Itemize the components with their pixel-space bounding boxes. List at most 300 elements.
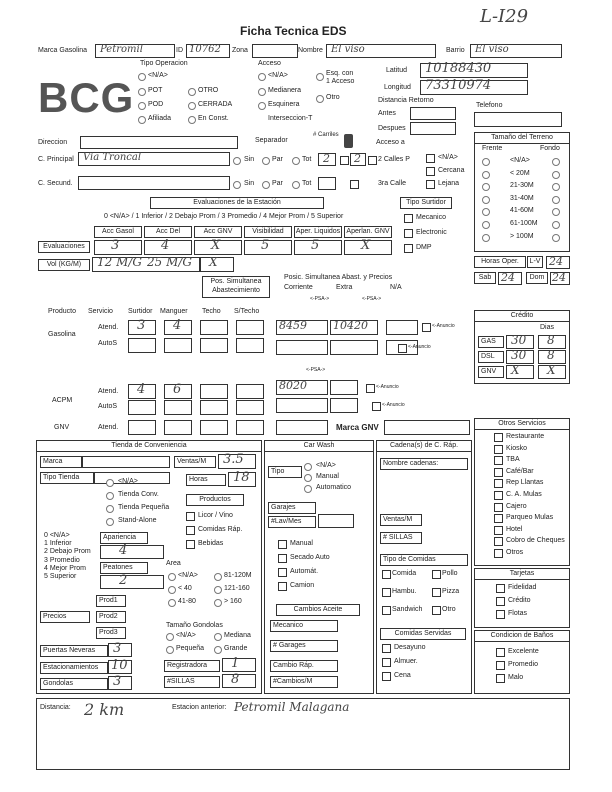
comida-option-3: Pizza bbox=[442, 588, 460, 595]
credito-a-0[interactable] bbox=[506, 335, 534, 349]
radio-fondo-0[interactable] bbox=[552, 158, 560, 166]
principal-carriles-value: 2 bbox=[323, 152, 330, 165]
gondolas-count-value: 3 bbox=[113, 674, 122, 689]
radio-area-5[interactable] bbox=[214, 599, 222, 607]
gas-autos-techo[interactable] bbox=[200, 338, 228, 353]
check-bano-2[interactable] bbox=[496, 674, 505, 683]
corriente-label: Corriente bbox=[284, 284, 313, 291]
acceso-medianera-label: Medianera bbox=[268, 87, 302, 94]
tienda-escala-1: 1 Inferior bbox=[44, 540, 72, 548]
tipo-tienda-label: Tipo Tienda bbox=[40, 472, 94, 484]
check-electronic[interactable] bbox=[404, 229, 413, 238]
barrio-value: El viso bbox=[475, 44, 509, 55]
radio-area-4[interactable] bbox=[168, 599, 176, 607]
radio-fondo-3[interactable] bbox=[552, 196, 560, 204]
acpm-precio-2[interactable] bbox=[330, 380, 358, 395]
acpm-stecho-field[interactable] bbox=[236, 384, 264, 399]
eval-value-2: X bbox=[211, 238, 221, 253]
cadena-section bbox=[376, 440, 472, 694]
check-otros-4[interactable] bbox=[494, 479, 503, 488]
check-acceso-lejana[interactable] bbox=[426, 180, 435, 189]
tipo-pot-label: POT bbox=[148, 87, 163, 94]
otros-item-0: Restaurante bbox=[506, 433, 545, 440]
na-label: N/A bbox=[390, 284, 402, 291]
acpm-techo-field[interactable] bbox=[200, 384, 228, 399]
eval-field-1[interactable] bbox=[144, 240, 192, 255]
comida-option-2: Hambu. bbox=[392, 588, 417, 595]
bano-item-1: Promedio bbox=[508, 661, 538, 668]
mecanico-field: Mecanico bbox=[270, 620, 338, 632]
gnv-surtidor-field[interactable] bbox=[128, 420, 156, 435]
tipo-tienda-option-3: Stand-Alone bbox=[118, 517, 157, 524]
despues-label: Despues bbox=[378, 125, 406, 132]
tipo-cerrada-label: CERRADA bbox=[198, 101, 233, 108]
vol-value-3: X bbox=[209, 255, 218, 269]
credito-label-1: DSL bbox=[478, 351, 504, 363]
vol-field-3[interactable] bbox=[200, 257, 234, 272]
check-producto-2[interactable] bbox=[186, 540, 195, 549]
check-carwash-0[interactable] bbox=[278, 540, 287, 549]
direccion-field[interactable] bbox=[80, 136, 238, 149]
radio-fondo-1[interactable] bbox=[552, 171, 560, 179]
peatones-field[interactable] bbox=[100, 575, 164, 589]
antes-label: Antes bbox=[378, 110, 396, 117]
servida-option-2: Cena bbox=[394, 672, 411, 679]
check-producto-1[interactable] bbox=[186, 526, 195, 535]
check-otros-3[interactable] bbox=[494, 468, 503, 477]
tipo-tienda-option-1: Tienda Conv. bbox=[118, 491, 159, 498]
check-gas-autos-anuncio[interactable] bbox=[398, 344, 407, 353]
gas-autos-precio-2[interactable] bbox=[330, 340, 378, 355]
tarjeta-item-2: Flotas bbox=[508, 610, 528, 617]
tamano-option-3: 31-40M bbox=[510, 194, 534, 202]
c-secund-field[interactable] bbox=[78, 176, 230, 190]
check-carwash-3[interactable] bbox=[278, 582, 287, 591]
principal-carriles2-field[interactable] bbox=[350, 153, 366, 166]
credito-b-2[interactable] bbox=[538, 365, 566, 379]
frente-label: Frente bbox=[482, 145, 503, 152]
check-otros-2[interactable] bbox=[494, 456, 503, 465]
acpm-autos-precio-2[interactable] bbox=[330, 398, 358, 413]
acpm-autos-surtidor[interactable] bbox=[128, 400, 156, 415]
gnv-precio[interactable] bbox=[276, 420, 328, 435]
radio-fondo-6[interactable] bbox=[552, 234, 560, 242]
radio-area-2[interactable] bbox=[168, 586, 176, 594]
tamano-option-2: 21-30M bbox=[510, 182, 534, 190]
gas-precio-corriente[interactable] bbox=[276, 320, 328, 335]
check-otros-8[interactable] bbox=[494, 526, 503, 535]
area-option-3: 121-160 bbox=[224, 585, 250, 592]
check-tarjeta-1[interactable] bbox=[496, 597, 505, 606]
check-bano-1[interactable] bbox=[496, 661, 505, 670]
tienda-escala-5: 5 Superior bbox=[44, 573, 77, 580]
radio-gondola-3[interactable] bbox=[214, 646, 222, 654]
gas-precio-na[interactable] bbox=[386, 320, 418, 335]
carriles-label: # Carriles bbox=[313, 132, 339, 138]
gas-surtidor-field[interactable] bbox=[128, 320, 156, 335]
radio-tipo-pod[interactable] bbox=[138, 102, 146, 110]
producto-option-1: Comidas Ráp. bbox=[198, 526, 243, 533]
tienda-horas-label: Horas bbox=[186, 474, 226, 486]
gas-autos-manguer[interactable] bbox=[164, 338, 192, 353]
tarjeta-item-0: Fidelidad bbox=[508, 584, 537, 591]
check-gas-anuncio[interactable] bbox=[422, 323, 431, 332]
acpm-autos-techo[interactable] bbox=[200, 400, 228, 415]
eval-value-0: 3 bbox=[111, 238, 120, 253]
radio-tipo-tienda-1[interactable] bbox=[106, 492, 114, 500]
gondola-option-1: Mediana bbox=[224, 632, 251, 639]
acceso-a-label: Acceso a bbox=[376, 139, 405, 146]
radio-secund-sin[interactable] bbox=[233, 181, 241, 189]
check-mecanico[interactable] bbox=[404, 214, 413, 223]
radio-acceso-otro[interactable] bbox=[316, 95, 324, 103]
acpm-autos-precio[interactable] bbox=[276, 398, 328, 413]
radio-tipo-cerrada[interactable] bbox=[188, 102, 196, 110]
evaluaciones-row-label: Evaluaciones bbox=[38, 241, 90, 253]
gas-precio-extra[interactable] bbox=[330, 320, 378, 335]
cadena-sillas-label: # SILLAS bbox=[380, 532, 422, 544]
acpm-surtidor-field[interactable] bbox=[128, 384, 156, 399]
radio-frente-1[interactable] bbox=[482, 171, 490, 179]
gasolina-label: Gasolina bbox=[48, 331, 76, 338]
radio-fondo-5[interactable] bbox=[552, 221, 560, 229]
estac-field[interactable] bbox=[108, 660, 132, 674]
carwash-tipo-option-2: Automatico bbox=[316, 484, 352, 491]
gas-techo-field[interactable] bbox=[200, 320, 228, 335]
check-comida-3[interactable] bbox=[432, 588, 441, 597]
telefono-field[interactable] bbox=[474, 112, 562, 127]
check-comida-0[interactable] bbox=[382, 570, 391, 579]
radio-gondola-0[interactable] bbox=[166, 633, 174, 641]
check-carwash-1[interactable] bbox=[278, 554, 287, 563]
tienda-escala-2: 2 Debajo Prom bbox=[44, 548, 91, 556]
radio-tipo-tienda-0[interactable] bbox=[106, 479, 114, 487]
carwash-title: Car Wash bbox=[264, 440, 374, 452]
acceso-esq-label: Esq. con bbox=[326, 70, 354, 77]
puertas-field[interactable] bbox=[108, 643, 132, 657]
check-otros-7[interactable] bbox=[494, 514, 503, 523]
acpm-autos-anuncio-label: <-Anuncio bbox=[382, 402, 405, 408]
eval-value-1: 4 bbox=[161, 238, 170, 253]
tipo-pod-label: POD bbox=[148, 101, 164, 108]
check-comida-2[interactable] bbox=[382, 588, 391, 597]
distancia-label: Distancia: bbox=[40, 704, 71, 711]
check-bano-0[interactable] bbox=[496, 648, 505, 657]
check-acceso-cercana[interactable] bbox=[426, 167, 435, 176]
eval-field-0[interactable] bbox=[94, 240, 142, 255]
radio-secund-tot[interactable] bbox=[292, 181, 300, 189]
check-otros-10[interactable] bbox=[494, 549, 503, 558]
check-2-calles[interactable] bbox=[368, 156, 377, 165]
gondolas-count-field[interactable] bbox=[108, 676, 132, 690]
acceso-a-lejana-label: Lejana bbox=[438, 180, 460, 187]
check-otros-0[interactable] bbox=[494, 433, 503, 442]
latitud-value: 10188430 bbox=[425, 61, 492, 76]
direccion-label: Direccion bbox=[38, 139, 68, 146]
tienda-horas-field[interactable] bbox=[228, 472, 256, 487]
tienda-sillas-label: #SILLAS bbox=[164, 676, 220, 688]
lav-mes-label: #Lav/Mes bbox=[268, 516, 316, 528]
acpm-autos-manguer[interactable] bbox=[164, 400, 192, 415]
radio-principal-par[interactable] bbox=[262, 157, 270, 165]
tipo-na-label: <N/A> bbox=[148, 72, 168, 79]
marca-field[interactable] bbox=[95, 44, 175, 58]
longitud-field[interactable] bbox=[420, 80, 528, 95]
cambios-mes-field: #Cambios/M bbox=[270, 676, 338, 688]
radio-gondola-1[interactable] bbox=[214, 633, 222, 641]
check-principal-a[interactable] bbox=[340, 156, 349, 165]
lav-mes-field[interactable] bbox=[318, 514, 354, 528]
gas-manguer-value: 4 bbox=[173, 318, 182, 333]
peatones-label: Peatones bbox=[100, 562, 148, 574]
eval-field-5[interactable] bbox=[344, 240, 392, 255]
acpm-psa-marker: <-PSA-> bbox=[306, 367, 326, 373]
acceso-interseccion-label: Interseccion-T bbox=[268, 115, 313, 122]
radio-area-3[interactable] bbox=[214, 586, 222, 594]
check-comida-4[interactable] bbox=[382, 606, 391, 615]
servida-option-1: Almuer. bbox=[394, 658, 418, 665]
lv-field[interactable] bbox=[546, 256, 570, 269]
principal-sin-label: Sin bbox=[244, 156, 255, 163]
check-otros-1[interactable] bbox=[494, 445, 503, 454]
tarjetas-title: Tarjetas bbox=[474, 568, 570, 580]
tienda-horas-value: 18 bbox=[233, 470, 250, 485]
comida-option-4: Sandwich bbox=[392, 606, 423, 613]
acpm-manguer-value: 6 bbox=[173, 382, 182, 397]
despues-field[interactable] bbox=[410, 122, 456, 135]
credito-a-1[interactable] bbox=[506, 350, 534, 364]
acpm-precio[interactable] bbox=[276, 380, 328, 395]
acpm-atend-label: Atend. bbox=[98, 388, 119, 395]
area-option-4: 41-80 bbox=[178, 598, 196, 605]
eval-field-4[interactable] bbox=[294, 240, 342, 255]
check-otros-5[interactable] bbox=[494, 491, 503, 500]
tienda-escala-0: 0 <N/A> bbox=[44, 532, 70, 539]
radio-area-0[interactable] bbox=[168, 573, 176, 581]
carwash-tipo-option-1: Manual bbox=[316, 473, 339, 480]
gas-precio-2: 10420 bbox=[333, 319, 368, 332]
radio-tipo-otro[interactable] bbox=[188, 88, 196, 96]
sab-field[interactable] bbox=[498, 272, 522, 285]
radio-frente-5[interactable] bbox=[482, 221, 490, 229]
otros-item-9: Cobro de Cheques bbox=[506, 537, 565, 545]
gnv-stecho-field[interactable] bbox=[236, 420, 264, 435]
tipo-afiliada-label: Afiliada bbox=[148, 115, 171, 122]
marca-value: Petromil bbox=[100, 44, 143, 55]
traffic-light-icon bbox=[344, 134, 353, 148]
vol-field[interactable] bbox=[92, 257, 200, 272]
gnv-manguer-field[interactable] bbox=[164, 420, 192, 435]
radio-gondola-2[interactable] bbox=[166, 646, 174, 654]
carwash-tipo-option-0: <N/A> bbox=[316, 462, 336, 469]
check-otros-6[interactable] bbox=[494, 503, 503, 512]
radio-frente-6[interactable] bbox=[482, 234, 490, 242]
corner-note: L-I29 bbox=[480, 6, 529, 27]
tienda-marca-label: Marca bbox=[40, 456, 82, 468]
otros-item-2: TBA bbox=[506, 456, 520, 464]
principal-par-label: Par bbox=[272, 156, 283, 163]
acpm-autos-stecho[interactable] bbox=[236, 400, 264, 415]
check-servida-0[interactable] bbox=[382, 644, 391, 653]
acpm-surtidor-value: 4 bbox=[137, 382, 146, 397]
radio-carwash-tipo-1[interactable] bbox=[304, 474, 312, 482]
dom-field[interactable] bbox=[550, 272, 570, 285]
acpm-manguer-field[interactable] bbox=[164, 384, 192, 399]
gondola-option-0: <N/A> bbox=[176, 632, 196, 639]
puertas-label: Puertas Neveras bbox=[40, 645, 108, 657]
psa-marker-1: <-PSA-> bbox=[310, 296, 330, 302]
apariencia-field[interactable] bbox=[100, 545, 164, 559]
zona-label: Zona bbox=[232, 47, 248, 54]
radio-acceso-na[interactable] bbox=[258, 73, 266, 81]
separador-label: Separador bbox=[255, 137, 288, 144]
gnv-techo-field[interactable] bbox=[200, 420, 228, 435]
credito-a-2[interactable] bbox=[506, 365, 534, 379]
acpm-autos-label: AutoS bbox=[98, 403, 118, 410]
vol-label: Vol (KG/M) bbox=[38, 259, 90, 271]
productos-title: Productos bbox=[186, 494, 244, 506]
gas-autos-precio-1[interactable] bbox=[276, 340, 328, 355]
extra-label: Extra bbox=[336, 284, 353, 291]
check-acpm-anuncio[interactable] bbox=[366, 384, 375, 393]
latitud-label: Latitud bbox=[386, 67, 408, 74]
eval-col-3: Visibilidad bbox=[244, 226, 292, 238]
prod1-label: Prod1 bbox=[96, 595, 126, 607]
psa-marker-2: <-PSA-> bbox=[362, 296, 382, 302]
principal-carriles-field[interactable] bbox=[318, 153, 336, 166]
tienda-ventas-field[interactable] bbox=[218, 454, 256, 469]
gas-manguer-field[interactable] bbox=[164, 320, 192, 335]
nombre-field[interactable] bbox=[326, 44, 436, 58]
id-field[interactable] bbox=[186, 44, 230, 58]
radio-acceso-esq[interactable] bbox=[316, 73, 324, 81]
check-servida-1[interactable] bbox=[382, 658, 391, 667]
tipo-tienda-option-0: <N/A> bbox=[118, 478, 138, 485]
tienda-ventas-value: 3.5 bbox=[223, 452, 244, 467]
credito-b-1[interactable] bbox=[538, 350, 566, 364]
check-comida-5[interactable] bbox=[432, 606, 441, 615]
check-comida-1[interactable] bbox=[432, 570, 441, 579]
gas-autos-label: AutoS bbox=[98, 340, 118, 347]
gas-stecho-field[interactable] bbox=[236, 320, 264, 335]
tienda-sillas-field[interactable] bbox=[222, 674, 256, 688]
eval-field-2[interactable] bbox=[194, 240, 242, 255]
producto-header: Producto bbox=[48, 308, 77, 315]
marca-gnv-label: Marca GNV bbox=[336, 423, 379, 432]
radio-principal-tot[interactable] bbox=[292, 157, 300, 165]
puertas-value: 3 bbox=[113, 641, 122, 656]
acpm-anuncio-label: <-Anuncio bbox=[376, 384, 399, 390]
gas-autos-surtidor[interactable] bbox=[128, 338, 156, 353]
check-tarjeta-0[interactable] bbox=[496, 584, 505, 593]
check-carwash-2[interactable] bbox=[278, 568, 287, 577]
servicio-header: Servicio bbox=[88, 308, 113, 315]
credito-b-0[interactable] bbox=[538, 335, 566, 349]
radio-tipo-na[interactable] bbox=[138, 73, 146, 81]
latitud-field[interactable] bbox=[420, 63, 528, 78]
gas-autos-stecho[interactable] bbox=[236, 338, 264, 353]
comida-option-1: Pollo bbox=[442, 570, 458, 577]
garajes-label: Garajes bbox=[268, 502, 316, 514]
otros-item-4: Rep Llantas bbox=[506, 479, 544, 487]
radio-principal-sin[interactable] bbox=[233, 157, 241, 165]
radio-acceso-esquinera[interactable] bbox=[258, 102, 266, 110]
c-principal-field[interactable] bbox=[78, 152, 230, 166]
credito-a-value-2: X bbox=[511, 363, 520, 377]
banos-title: Condicion de Baños bbox=[474, 630, 570, 642]
tamano-option-4: 41-60M bbox=[510, 207, 534, 215]
gas-atend-label: Atend. bbox=[98, 324, 119, 331]
registradora-field[interactable] bbox=[222, 658, 256, 672]
radio-tipo-afiliada[interactable] bbox=[138, 116, 146, 124]
distancia-retorno-label: Distancia Retorno bbox=[378, 97, 434, 104]
peatones-value: 2 bbox=[119, 573, 128, 588]
check-dmp[interactable] bbox=[404, 244, 413, 253]
page-title: Ficha Tecnica EDS bbox=[240, 24, 347, 38]
eval-field-3[interactable] bbox=[244, 240, 292, 255]
gas-precio-1: 8459 bbox=[279, 319, 307, 332]
otros-item-5: C. A. Mulas bbox=[506, 491, 542, 498]
tipo-operacion-title: Tipo Operacion bbox=[140, 60, 188, 67]
radio-area-1[interactable] bbox=[214, 573, 222, 581]
vol-value-2: 25 M/G bbox=[147, 255, 192, 269]
prod2-label: Prod2 bbox=[96, 611, 126, 623]
prod3-label: Prod3 bbox=[96, 627, 126, 639]
check-acceso-na[interactable] bbox=[426, 154, 435, 163]
check-otros-9[interactable] bbox=[494, 537, 503, 546]
comidas-servidas-title: Comidas Servidas bbox=[380, 628, 466, 640]
credito-title: Crédito bbox=[474, 310, 570, 322]
secund-tot-label: Tot bbox=[302, 180, 312, 187]
check-producto-0[interactable] bbox=[186, 512, 195, 521]
dmp-label: DMP bbox=[416, 244, 432, 251]
radio-frente-3[interactable] bbox=[482, 196, 490, 204]
antes-field[interactable] bbox=[410, 107, 456, 120]
zona-field[interactable] bbox=[252, 44, 298, 58]
carwash-tipo-label: Tipo bbox=[268, 466, 302, 478]
radio-carwash-tipo-2[interactable] bbox=[304, 485, 312, 493]
tienda-marca-field[interactable] bbox=[82, 456, 170, 468]
radio-tipo-pot[interactable] bbox=[138, 88, 146, 96]
secund-carriles-field[interactable] bbox=[318, 177, 336, 190]
radio-carwash-tipo-0[interactable] bbox=[304, 463, 312, 471]
cambios-aceite-title: Cambios Aceite bbox=[276, 604, 360, 616]
radio-secund-par[interactable] bbox=[262, 181, 270, 189]
check-servida-2[interactable] bbox=[382, 672, 391, 681]
mecanico-label: Mecanico bbox=[416, 214, 446, 221]
tipo-tienda-option-2: Tienda Pequeña bbox=[118, 504, 170, 511]
gnv-label: GNV bbox=[54, 424, 70, 431]
acceso-na-label: <N/A> bbox=[268, 72, 288, 79]
check-3ra-calle[interactable] bbox=[350, 180, 359, 189]
comida-option-5: Otro bbox=[442, 606, 456, 613]
otros-item-1: Kiosko bbox=[506, 444, 528, 452]
radio-tipo-const[interactable] bbox=[188, 116, 196, 124]
marca-gnv-field[interactable] bbox=[384, 420, 470, 435]
barrio-field[interactable] bbox=[470, 44, 562, 58]
radio-tipo-tienda-2[interactable] bbox=[106, 505, 114, 513]
radio-acceso-medianera[interactable] bbox=[258, 88, 266, 96]
otros-item-3: Café/Bar bbox=[506, 467, 534, 475]
radio-tipo-tienda-3[interactable] bbox=[106, 518, 114, 526]
posic-simul-label: Posic. Simultanea Abast. y Precios bbox=[284, 274, 393, 281]
tienda-ventas-label: Ventas/M bbox=[174, 456, 216, 468]
radio-frente-0[interactable] bbox=[482, 158, 490, 166]
principal-carriles2-value: 2 bbox=[354, 152, 361, 165]
id-label: ID bbox=[176, 47, 183, 54]
check-tarjeta-2[interactable] bbox=[496, 610, 505, 619]
check-acpm-autos-anuncio[interactable] bbox=[372, 402, 381, 411]
